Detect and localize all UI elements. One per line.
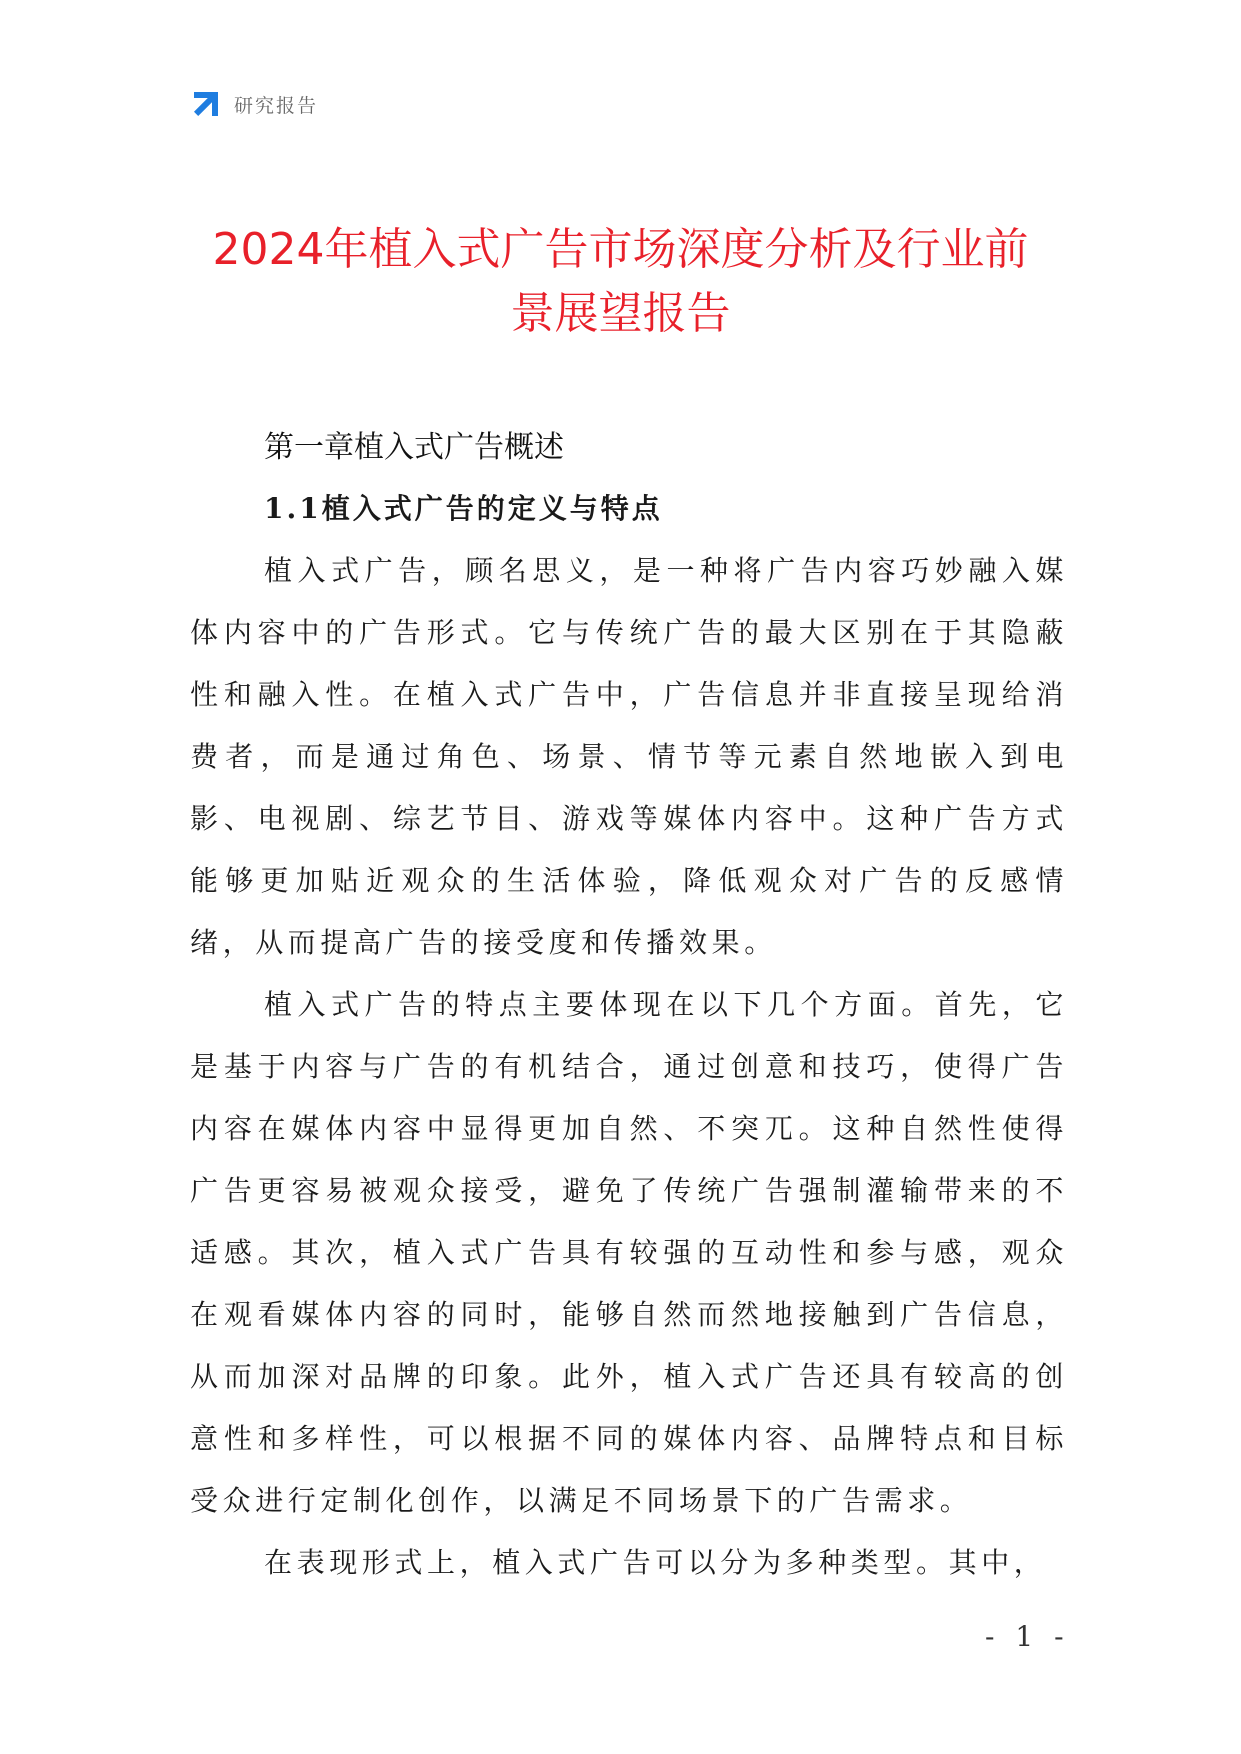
title-line-2: 景展望报告 xyxy=(510,288,731,339)
document-body xyxy=(190,418,1068,1594)
report-header xyxy=(190,88,318,120)
document-title xyxy=(150,218,1091,346)
paragraph-forms: 在表现形式上，植入式广告可以分为多种类型。其中， xyxy=(264,1546,1047,1579)
paragraph-features: 植入式广告的特点主要体现在以下几个方面。首先，它是基于内容与广告的有机结合，通过创意和技巧，使得广告内容在媒体内容中显得更加自然、不突兀。这种自然性使得广告更容易被观众接受，避免了传统广告强制灌输带来的不适感。其次，植入式广告具有较强的互动性和参与感，观众在观看媒体内容的同时，能够自然而然地接触到广告信息，从而加深对品牌的印象。此外，植入式广告还具有较高的创意性和多样性，可以根据不同的媒体内容、品牌特点和目标受众进行定制化创作，以满足不同场景下的广告需求。 xyxy=(190,988,1068,1517)
section-heading: 1.1植入式广告的定义与特点 xyxy=(264,492,663,525)
page-number: - 1 - xyxy=(985,1620,1070,1653)
header-label: 研究报告 xyxy=(234,94,319,117)
paragraph-definition: 植入式广告，顾名思义，是一种将广告内容巧妙融入媒体内容中的广告形式。它与传统广告的最大区别在于其隐蔽性和融入性。在植入式广告中，广告信息并非直接呈现给消费者，而是通过角色、场景、情节等元素自然地嵌入到电影、电视剧、综艺节目、游戏等媒体内容中。这种广告方式能够更加贴近观众的生活体验，降低观众对广告的反感情绪，从而提高广告的接受度和传播效果。 xyxy=(190,554,1068,959)
arrow-up-right-icon xyxy=(190,88,222,120)
title-line-1: 2024年植入式广告市场深度分析及行业前 xyxy=(212,224,1029,275)
chapter-heading: 第一章植入式广告概述 xyxy=(264,430,564,465)
